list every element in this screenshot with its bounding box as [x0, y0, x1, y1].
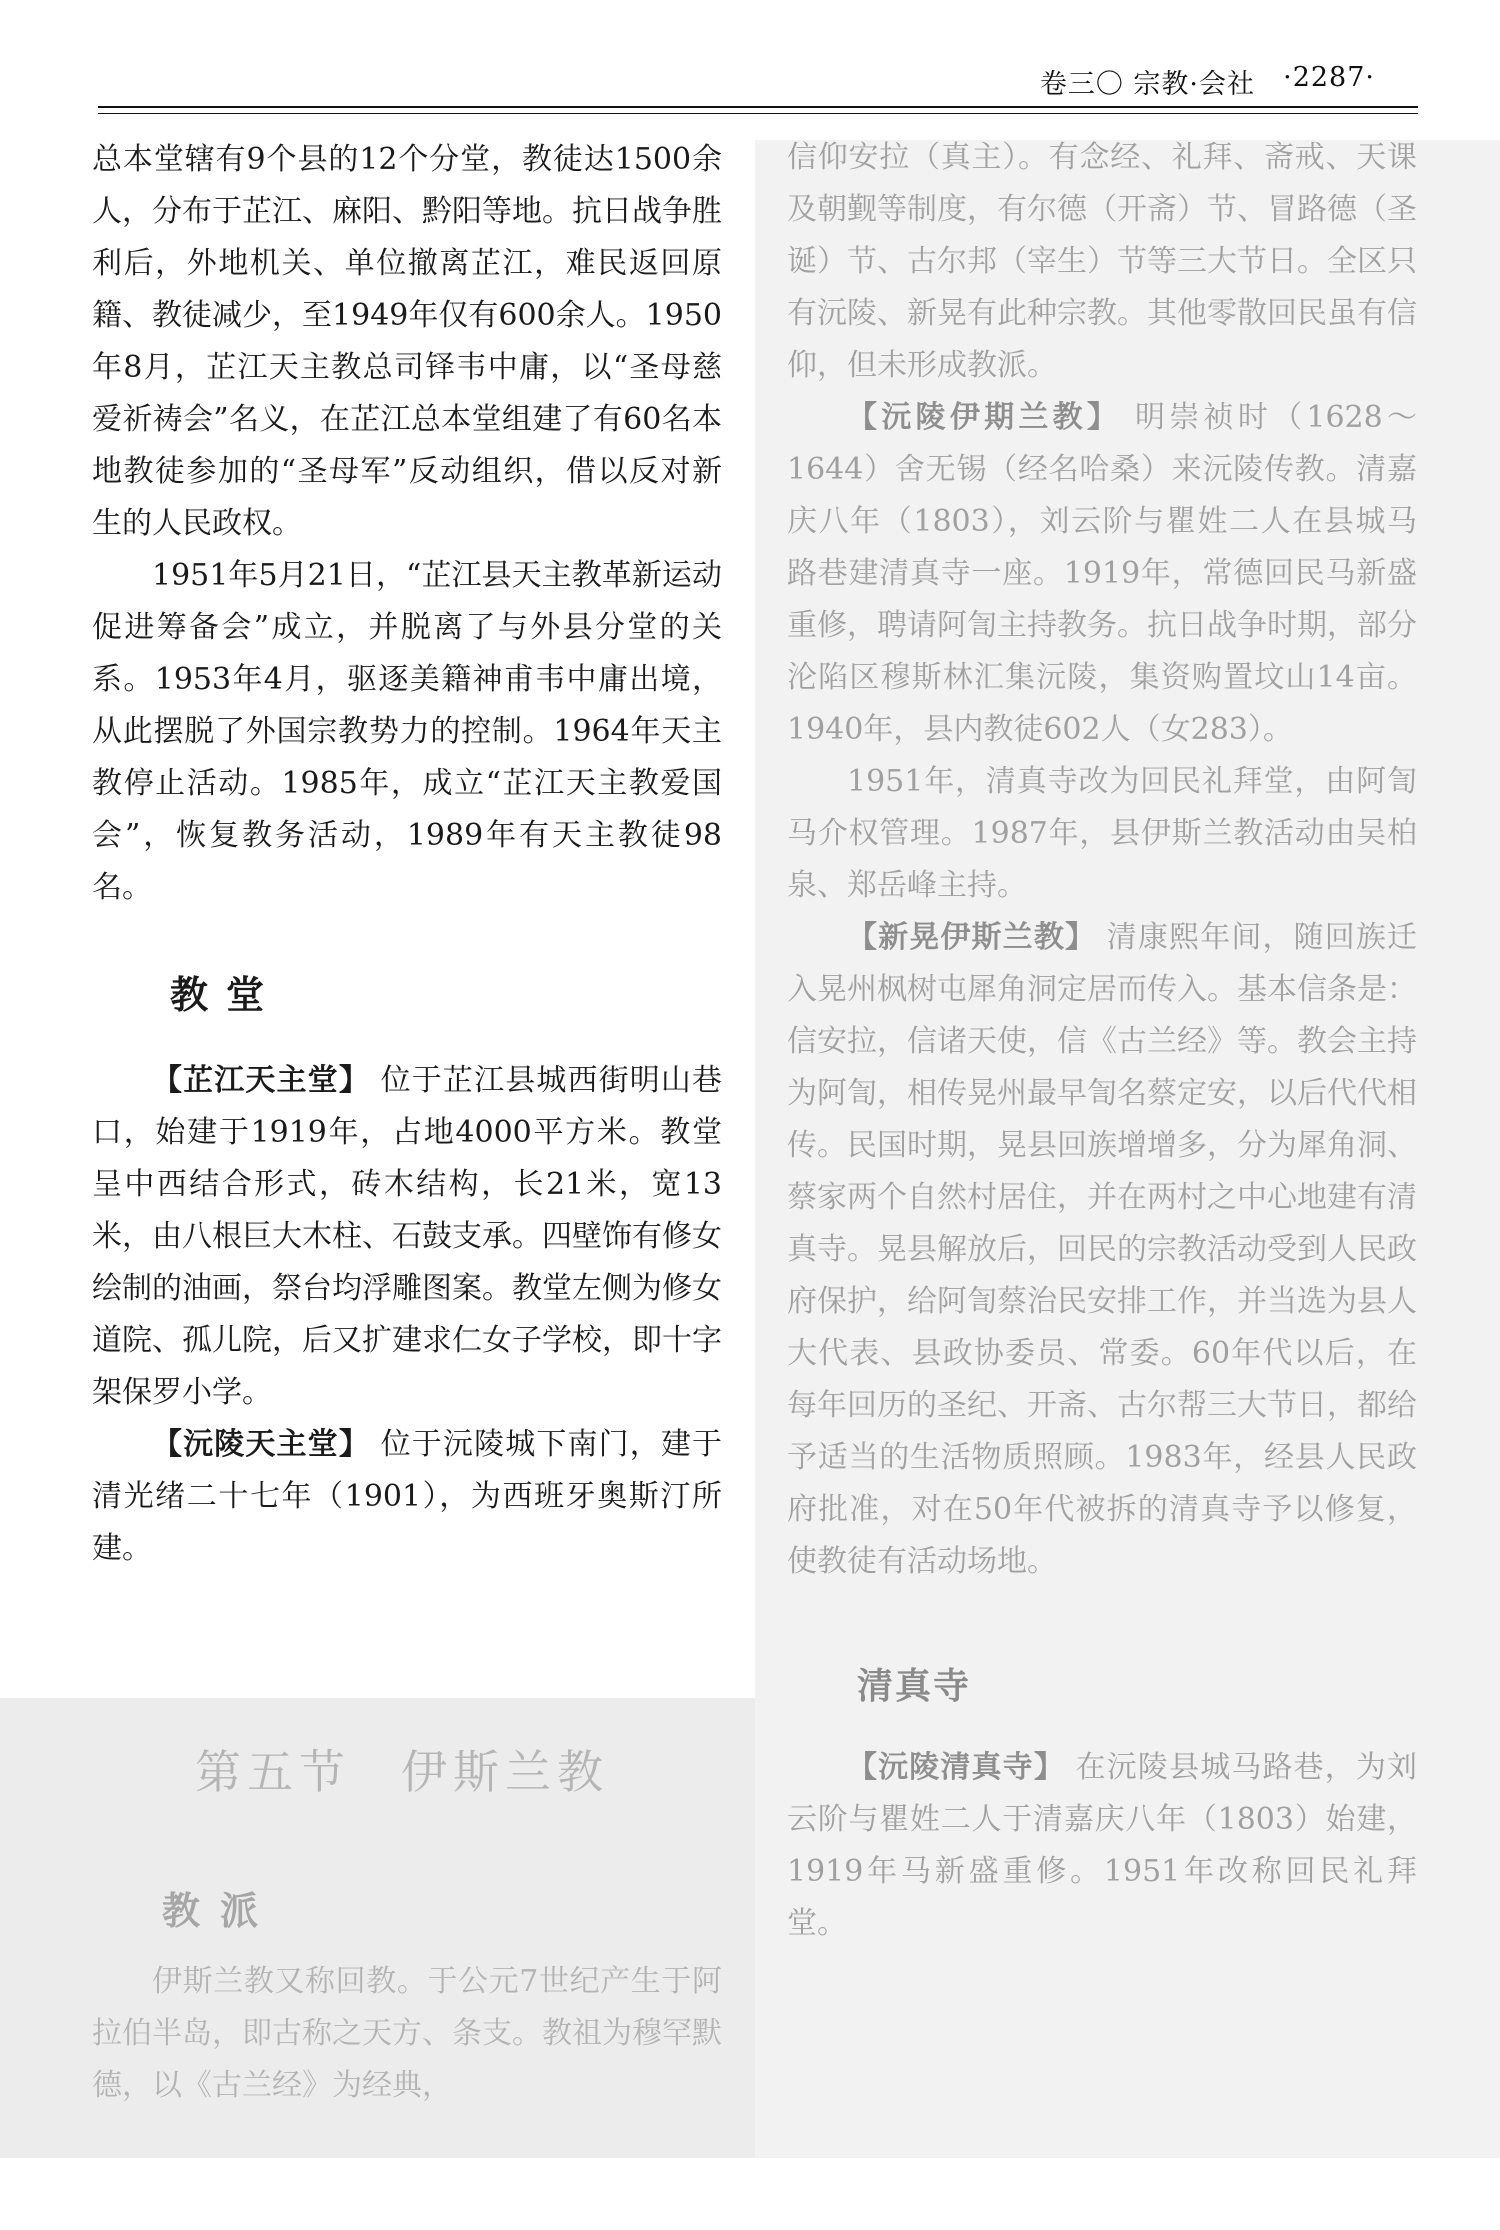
subheading-sect: 教派 — [162, 1888, 279, 1933]
left-column — [92, 134, 722, 1575]
entry-text: 位于芷江县城西街明山巷口，始建于1919年，占地4000平方米。教堂呈中西结合形式，砖木结构，长21米，宽13米，由八根巨大木柱、石鼓支承。四壁饰有修女绘制的油画，祭台均浮雕图案。教堂左侧为修女道院、孤儿院，后又扩建求仁女子学校，即十字架保罗小学。 — [92, 1063, 723, 1410]
entry-text: 在沅陵县城马路巷，为刘云阶与瞿姓二人于清嘉庆八年（1803）始建，1919年马新盛重修。1951年改称回民礼拜堂。 — [787, 1750, 1418, 1941]
entry-text: 清康熙年间，随回族迁入晃州枫树屯犀角洞定居而传入。基本信条是：信安拉，信诸天使，信《古兰经》等。教会主持为阿訇，相传晃州最早訇名蔡定安，以后代代相传。民国时期，晃县回族增增多，分为犀角洞、蔡家两个自然村居住，并在两村之中心地建有清真寺。晃县解放后，回民的宗教活动受到人民政府保护，给阿訇蔡治民安排工作，并当选为县人大代表、县政协委员、常委。60年代以后，在每年回历的圣纪、开斋、古尔帮三大节日，都给予适当的生活物质照顾。1983年，经县人民政府批准，对在50年代被拆的清真寺予以修复，使教徒有活动场地。 — [787, 920, 1418, 1579]
paragraph: 1951年5月21日，“芷江县天主教革新运动促进筹备会”成立，并脱离了与外县分堂的关系。1953年4月，驱逐美籍神甫韦中庸出境，从此摆脱了外国宗教势力的控制。1964年天主教停止活动。1985年，成立“芷江天主教爱国会”，恢复教务活动，1989年有天主教徒98名。 — [92, 558, 722, 905]
entry-yuanling-mosque — [787, 1742, 1417, 1950]
section-number: 第五节 — [195, 1745, 351, 1799]
entry-xinhuang-islam — [787, 912, 1417, 1588]
section-name: 伊斯兰教 — [401, 1745, 609, 1799]
page-number: ·2287· — [1283, 62, 1375, 93]
entry-title: 【芷江天主堂】 — [152, 1063, 370, 1098]
lower-left-text — [92, 1956, 722, 2112]
right-column — [787, 132, 1417, 1950]
entry-zhijiang-church — [92, 1055, 722, 1419]
page-header — [95, 56, 1415, 106]
entry-yuanling-islam — [787, 392, 1417, 756]
header-rule — [98, 106, 1418, 108]
entry-title: 【新晃伊斯兰教】 — [847, 920, 1097, 955]
section-heading-church: 教堂 — [170, 972, 283, 1017]
section-title — [195, 1736, 609, 1802]
section-heading-mosque: 清真寺 — [857, 1665, 972, 1707]
paragraph: 伊斯兰教又称回教。于公元7世纪产生于阿拉伯半岛，即古称之天方、条支。教祖为穆罕默德，以《古兰经》为经典， — [92, 1964, 722, 2103]
paragraph: 总本堂辖有9个县的12个分堂，教徒达1500余人，分布于芷江、麻阳、黔阳等地。抗日战争胜利后，外地机关、单位撤离芷江，难民返回原籍、教徒减少，至1949年仅有600余人。1950年8月，芷江天主教总司铎韦中庸，以“圣母慈爱祈祷会”名义，在芷江总本堂组建了有60名本地教徒参加的“圣母军”反动组织，借以反对新生的人民政权。 — [92, 142, 722, 541]
volume-title: 卷三〇 宗教·会社 — [1039, 69, 1255, 100]
entry-title: 【沅陵清真寺】 — [847, 1750, 1065, 1785]
entry-title: 【沅陵天主堂】 — [152, 1427, 370, 1462]
header-rule-thin — [98, 113, 1418, 114]
entry-title: 【沅陵伊期兰教】 — [847, 400, 1122, 435]
paragraph: 1951年，清真寺改为回民礼拜堂，由阿訇马介权管理。1987年，县伊斯兰教活动由吴柏泉、郑岳峰主持。 — [787, 764, 1417, 903]
entry-yuanling-church — [92, 1419, 722, 1575]
paragraph: 信仰安拉（真主）。有念经、礼拜、斋戒、天课及朝觐等制度，有尔德（开斋）节、冒路德（圣诞）节、古尔邦（宰生）节等三大节日。全区只有沅陵、新晃有此种宗教。其他零散回民虽有信仰，但未形成教派。 — [787, 140, 1417, 383]
entry-text: 位于沅陵城下南门，建于清光绪二十七年（1901），为西班牙奥斯汀所建。 — [92, 1427, 723, 1566]
entry-text: 明崇祯时（1628～1644）舍无锡（经名哈桑）来沅陵传教。清嘉庆八年（1803），刘云阶与瞿姓二人在县城马路巷建清真寺一座。1919年，常德回民马新盛重修，聘请阿訇主持教务。抗日战争时期，部分沦陷区穆斯林汇集沅陵，集资购置坟山14亩。1940年，县内教徒602人（女283）。 — [787, 400, 1417, 747]
